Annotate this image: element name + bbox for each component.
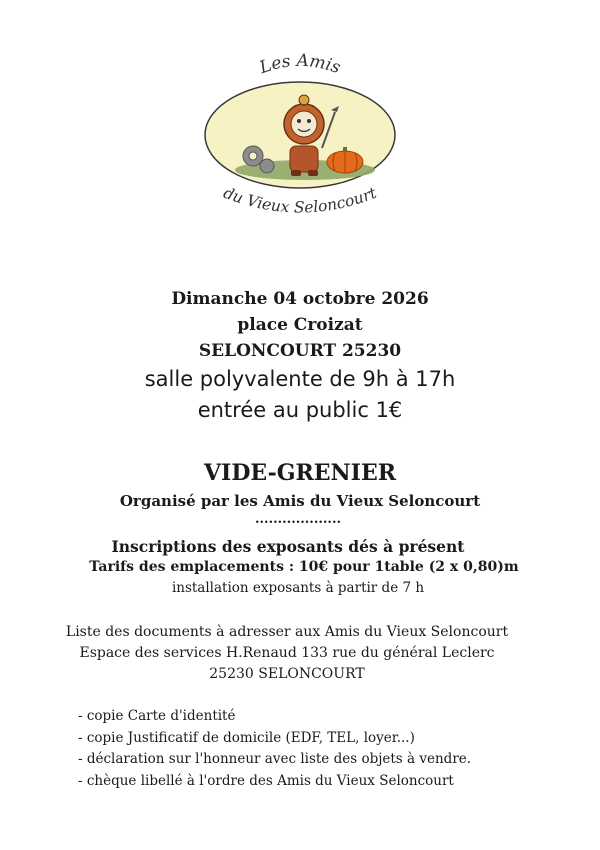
event-city: SELONCOURT 25230: [198, 341, 402, 361]
event-info: [0, 286, 600, 426]
organizer: Organisé par les Amis du Vieux Seloncourt: [119, 492, 481, 510]
event-date: Dimanche 04 octobre 2026: [171, 289, 429, 309]
logo-bottom-text: du Vieux Seloncourt: [220, 183, 380, 217]
address-line-1: Liste des documents à adresser aux Amis du Vieux Seloncourt: [65, 624, 509, 640]
event-place: place Croizat: [237, 315, 363, 335]
address-line-2: Espace des services H.Renaud 133 rue du général Leclerc: [79, 645, 495, 661]
association-logo: [195, 30, 405, 245]
registration-heading: Inscriptions des exposants dés à présent: [111, 537, 465, 556]
event-hall: salle polyvalente de 9h à 17h: [144, 367, 456, 391]
event-entry: entrée au public 1€: [197, 398, 403, 422]
list-item: - chèque libellé à l'ordre des Amis du Vieux Seloncourt: [78, 772, 454, 789]
separator: ...................: [255, 512, 341, 527]
page-title: VIDE-GRENIER: [203, 460, 397, 486]
registration-rates: Tarifs des emplacements : 10€ pour 1table (2 x 0,80)m: [89, 559, 519, 575]
address-block: [0, 622, 587, 685]
address-line-3: 25230 SELONCOURT: [209, 666, 365, 682]
logo-top-text: Les Amis: [257, 50, 344, 79]
registration-setup: installation exposants à partir de 7 h: [171, 580, 425, 596]
list-item: - déclaration sur l'honneur avec liste des objets à vendre.: [78, 751, 472, 767]
list-item: - copie Justificatif de domicile (EDF, TEL, loyer...): [78, 729, 415, 746]
documents-list: [78, 706, 471, 792]
list-item: - copie Carte d'identité: [78, 708, 236, 724]
